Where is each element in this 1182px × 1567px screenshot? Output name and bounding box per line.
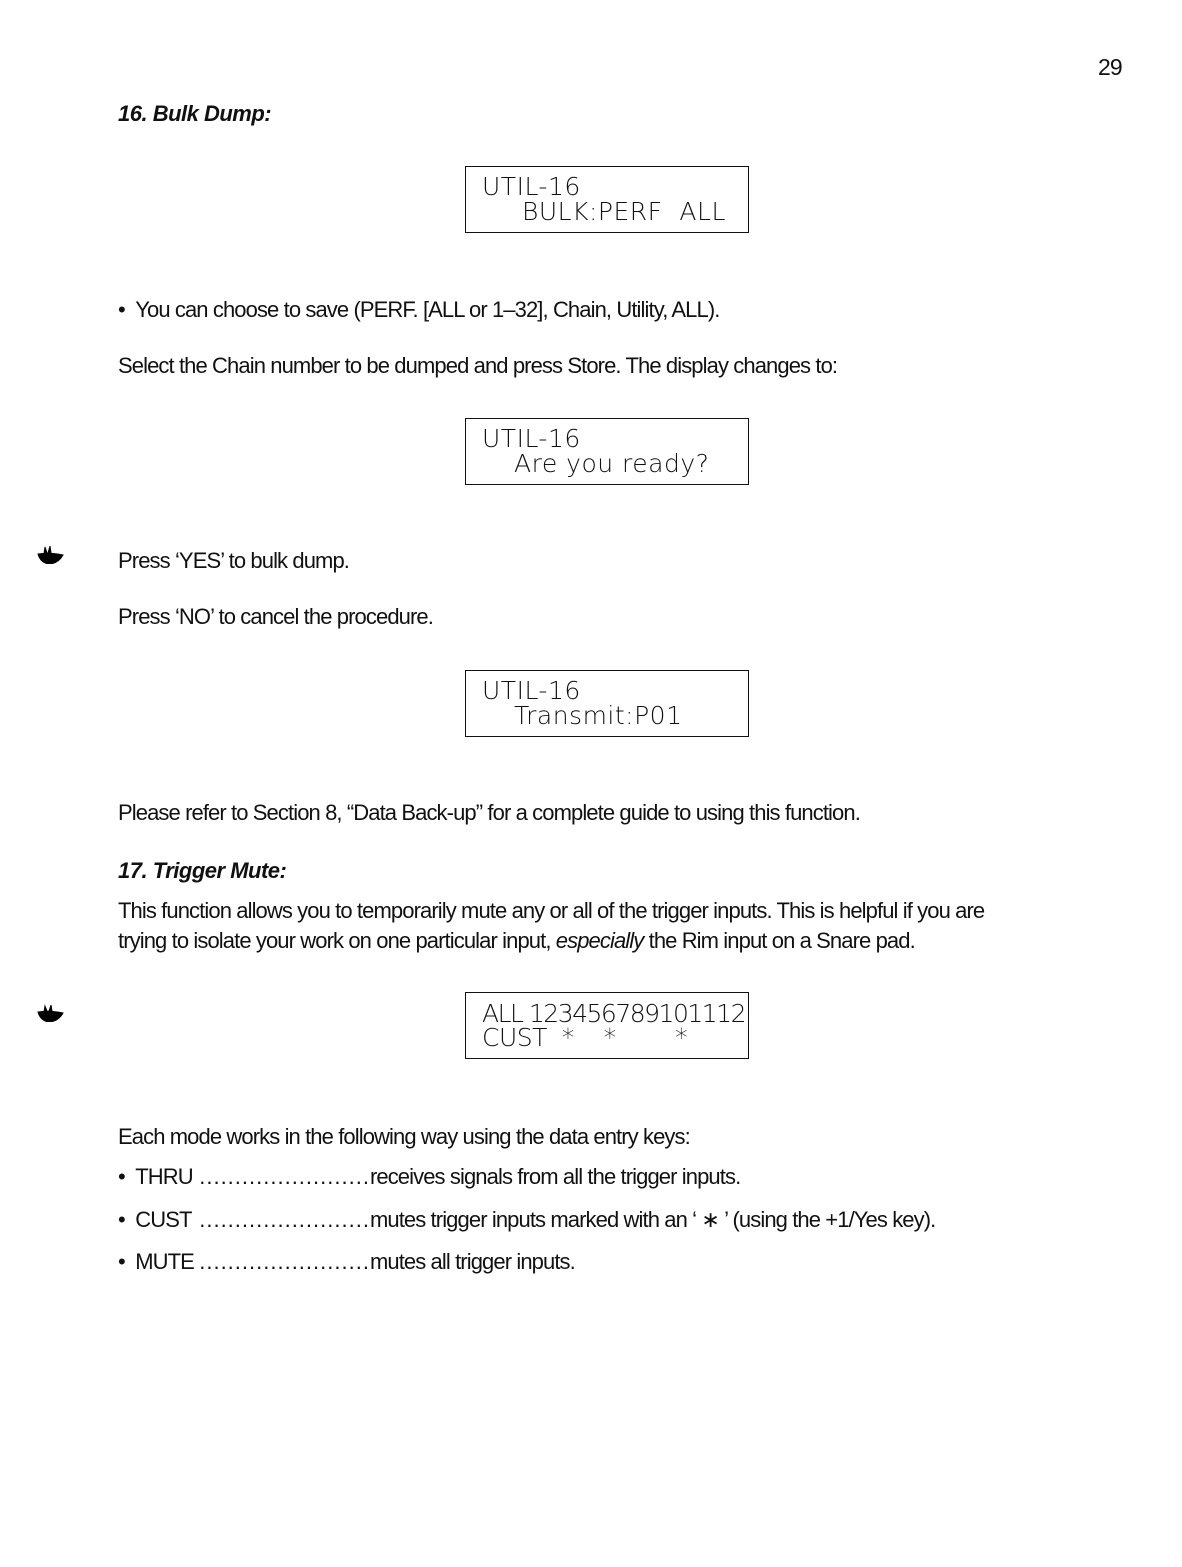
mode-desc: mutes all trigger inputs. (369, 1249, 575, 1274)
lcd-line-2: BULK:PERF ALL (522, 197, 726, 226)
lcd-line-2: Are you ready? (514, 449, 710, 478)
lcd-line-1: UTIL-16 (482, 676, 581, 705)
trigger-mute-paragraph-line-1: This function allows you to temporarily mute any or all of the trigger inputs. This is helpful if you are (118, 898, 985, 923)
mode-name: CUST (135, 1207, 192, 1232)
section-16-heading: 16. Bulk Dump: (118, 101, 272, 126)
bullet-text: You can choose to save (PERF. [ALL or 1–32], Chain, Utility, ALL). (135, 297, 720, 322)
dot-leader: ........................ (199, 1207, 370, 1232)
text: the Rim input on a Snare pad. (643, 928, 915, 953)
lcd-display-transmit (465, 670, 749, 737)
mode-name: THRU (135, 1164, 193, 1189)
pointing-hand-icon (36, 546, 64, 564)
lcd-line-1: UTIL-16 (482, 424, 581, 453)
select-instruction: Select the Chain number to be dumped and press Store. The display changes to: (118, 353, 838, 378)
mode-item-cust (118, 1206, 935, 1234)
mode-item-thru (118, 1163, 740, 1191)
lcd-line-2: CUST * * * (482, 1023, 688, 1052)
bullet-icon: • (118, 1249, 136, 1274)
emphasis: especially (555, 928, 644, 953)
lcd-display-ready (465, 418, 749, 485)
dot-leader: ........................ (199, 1249, 370, 1274)
pointing-hand-icon (36, 1004, 64, 1022)
mode-name: MUTE (135, 1249, 194, 1274)
mode-item-mute (118, 1248, 575, 1276)
section-17-heading: 17. Trigger Mute: (118, 858, 287, 883)
press-no-text: Press ‘NO’ to cancel the procedure. (118, 604, 433, 629)
lcd-line-2: Transmit:P01 (514, 701, 683, 730)
lcd-line-1: ALL 123456789101112 (482, 999, 745, 1028)
modes-intro: Each mode works in the following way using the data entry keys: (118, 1124, 690, 1149)
refer-text: Please refer to Section 8, “Data Back-up” for a complete guide to using this function. (118, 800, 860, 825)
lcd-line-1: UTIL-16 (482, 172, 581, 201)
lcd-display-bulk (465, 166, 749, 233)
text: trying to isolate your work on one particular input, (118, 928, 556, 953)
trigger-mute-paragraph-line-2 (118, 927, 915, 955)
bullet-save-options (118, 296, 720, 324)
dot-leader: ........................ (199, 1164, 370, 1189)
lcd-display-trigger-mute (465, 992, 749, 1059)
page-number: 29 (1098, 54, 1122, 80)
press-yes-text: Press ‘YES’ to bulk dump. (118, 548, 350, 573)
mode-desc: receives signals from all the trigger inputs. (369, 1164, 741, 1189)
bullet-icon: • (118, 297, 136, 322)
mode-desc: mutes trigger inputs marked with an ‘ ∗ ’ (using the +1/Yes key). (369, 1207, 936, 1232)
bullet-icon: • (118, 1207, 136, 1232)
bullet-icon: • (118, 1164, 136, 1189)
